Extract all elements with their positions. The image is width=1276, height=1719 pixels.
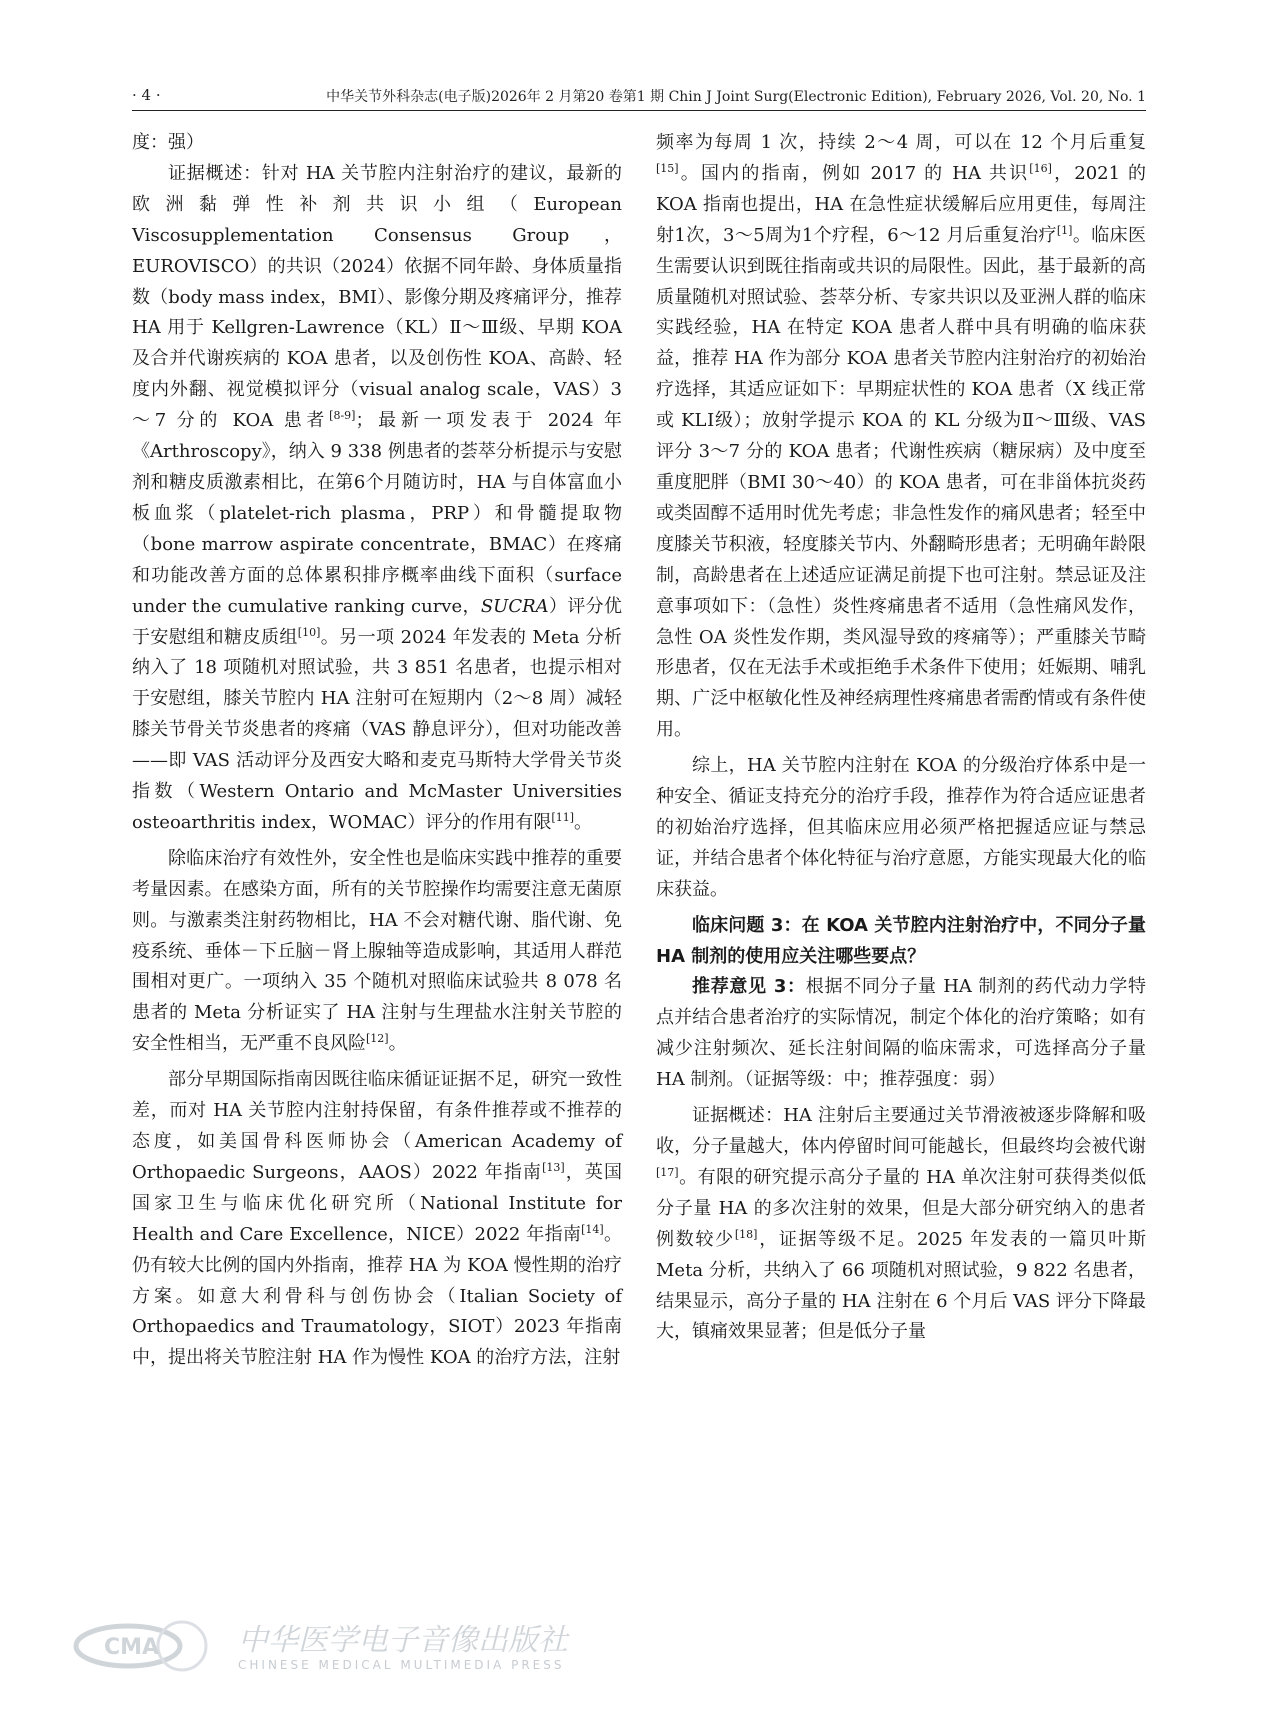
citation-ref: [15] xyxy=(656,161,679,175)
journal-citation: 中华关节外科杂志(电子版)2026年 2 月第20 卷第1 期 Chin J Joint Surg(Electronic Edition), February 2026, Vol. 20, No. 1 xyxy=(326,89,1146,105)
text-run: 。临床医生需要认识到既往指南或共识的局限性。因此，基于最新的高质量随机对照试验、荟萃分析、专家共识以及亚洲人群的临床实践经验，HA 在特定 KOA 患者人群中具有明确的临床获益，推荐 HA 作为部分 KOA 患者关节腔内注射治疗的初始治疗选择，其适应证如下：早期症状性的 KOA 患者（X 线正常或 KLⅠ级）；放射学提示 KOA 的 KL 分级为Ⅱ～Ⅲ级、VAS 评分 3～7 分的 KOA 患者；代谢性疾病（糖尿病）及中度至重度肥胖（BMI 30～40）的 KOA 患者，可在非甾体抗炎药或类固醇不适用时优先考虑；非急性发作的痛风患者；轻至中度膝关节积液，轻度膝关节内、外翻畸形患者；无明确年龄限制，高龄患者在上述适应证满足前提下也可注射。禁忌证及注意事项如下：（急性）炎性疼痛患者不适用（急性痛风发作，急性 OA 炎性发作期，类风湿导致的疼痛等）；严重膝关节畸形患者，仅在无法手术或拒绝手术条件下使用；妊娠期、哺乳期、广泛中枢敏化性及神经病理性疼痛患者需酌情或有条件使用。 xyxy=(656,224,1146,741)
citation-ref: [13] xyxy=(542,1160,565,1174)
press-name-en: CHINESE MEDICAL MULTIMEDIA PRESS xyxy=(238,1658,565,1672)
publisher-watermark xyxy=(70,1606,630,1686)
citation-ref: [11] xyxy=(551,810,574,824)
recommendation-paragraph xyxy=(656,972,1146,1096)
citation-ref: [17] xyxy=(656,1165,679,1179)
evidence-paragraph-2 xyxy=(656,1101,1146,1348)
text-run: 。国内的指南，例如 2017 的 HA 共识 xyxy=(678,162,1030,184)
logo-lettering: CMA xyxy=(104,1635,160,1660)
text-run: 。仍有较大比例的国内外指南，推荐 HA 为 KOA 慢性期的治疗方案。如意大利骨科与创伤协会（Italian Society of Orthopaedics and Traumatology，SIOT）2023 年指南中，提出将关节腔注射 HA 作为慢性 KOA 的治疗方法，注射 xyxy=(132,1223,622,1369)
cma-logo-icon xyxy=(70,1606,630,1686)
running-header xyxy=(132,84,1146,111)
citation-ref: [10] xyxy=(297,625,321,639)
guideline-paragraph xyxy=(132,1065,622,1374)
indication-paragraph xyxy=(656,128,1146,746)
text-run: 根据不同分子量 HA 制剂的药代动力学特点并结合患者治疗的实际情况，制定个体化的治疗策略；如有减少注射频次、延长注射间隔的临床需求，可选择高分子量 HA 制剂。（证据等级：中；推荐强度：弱） xyxy=(656,976,1147,1091)
italic-term: SUCRA xyxy=(480,595,549,617)
text-run: ，英国国家卫生与临床优化研究所（National Institute for Health and Care Excellence，NICE）2022 年指南 xyxy=(132,1161,623,1245)
question-text: 临床问题 3：在 KOA 关节腔内注射治疗中，不同分子量 HA 制剂的使用应关注哪些要点？ xyxy=(656,914,1146,967)
page-number: · 4 · xyxy=(132,86,161,104)
text-run: 。另一项 2024 年发表的 Meta 分析纳入了 18 项随机对照试验，共 3 851 名患者，也提示相对于安慰组，膝关节腔内 HA 注射可在短期内（2～8 周）减轻膝关节骨关节炎患者的疼痛（VAS 静息评分），但对功能改善——即 VAS 活动评分及西安大略和麦克马斯特大学骨关节炎指数（Western Ontario and McMaster Universities osteoarthritis index，WOMAC）评分的作用有限 xyxy=(132,626,622,833)
citation-ref: [12] xyxy=(366,1032,389,1046)
left-column xyxy=(132,128,622,1374)
summary-paragraph: 综上，HA 关节腔内注射在 KOA 的分级治疗体系中是一种安全、循证支持充分的治疗手段，推荐作为符合适应证患者的初始治疗选择，但其临床应用必须严格把握适应证与禁忌证，并结合患者个体化特征与治疗意愿，方能实现最大化的临床获益。 xyxy=(656,755,1146,900)
citation-ref: [18] xyxy=(734,1227,758,1241)
evidence-paragraph xyxy=(132,159,622,839)
text-run: ，2021 的 KOA 指南也提出，HA 在急性症状缓解后应用更佳，每周注射1次，3～5周为1个疗程，6～12 月后重复治疗 xyxy=(656,162,1147,246)
text-run: 证据概述：HA 注射后主要通过关节滑液被逐步降解和吸收，分子量越大，体内停留时间可能越长，但最终均会被代谢 xyxy=(656,1105,1146,1157)
text-run: ）评分优于安慰组和糖皮质组 xyxy=(132,595,622,648)
press-name-cn: 中华医学电子音像出版社 xyxy=(238,1623,568,1658)
safety-paragraph xyxy=(132,844,622,1060)
text-run: 除临床治疗有效性外，安全性也是临床实践中推荐的重要考量因素。在感染方面，所有的关节腔操作均需要注意无菌原则。与激素类注射药物相比，HA 不会对糖代谢、脂代谢、免疫系统、垂体－下丘脑－肾上腺轴等造成影响，其适用人群范围相对更广。一项纳入 35 个随机对照临床试验共 8 078 名患者的 Meta 分析证实了 HA 注射与生理盐水注射关节腔的安全性相当，无严重不良风险 xyxy=(132,847,622,1055)
text-run: ，证据等级不足。2025 年发表的一篇贝叶斯 Meta 分析，共纳入了 66 项随机对照试验，9 822 名患者，结果显示，高分子量的 HA 注射在 6 个月后 VAS 评分下降最大，镇痛效果显著；但是低分子量 xyxy=(656,1228,1147,1343)
text-run: 。有限的研究提示高分子量的 HA 单次注射可获得类似低分子量 HA 的多次注射的效果，但是大部分研究纳入的患者例数较少 xyxy=(656,1166,1146,1250)
right-column xyxy=(656,128,1146,1348)
text-run: 。 xyxy=(388,1033,407,1055)
citation-ref: [8-9] xyxy=(329,409,356,423)
text-run: 部分早期国际指南因既往临床循证证据不足，研究一致性差，而对 HA 关节腔内注射持保留，有条件推荐或不推荐的态度，如美国骨科医师协会（American Academy of Orthopaedic Surgeons，AAOS）2022 年指南 xyxy=(132,1069,622,1183)
text-run: 证据概述：针对 HA 关节腔内注射治疗的建议，最新的欧洲黏弹性补剂共识小组（European Viscosupplementation Consensus Group，EUROVISCO）的共识（2024）依据不同年龄、身体质量指数（body mass index，BMI）、影像分期及疼痛评分，推荐 HA 用于 Kellgren-Lawrence（KL）Ⅱ～Ⅲ级、早期 KOA 及合并代谢疾病的 KOA 患者，以及创伤性 KOA、高龄、轻度内外翻、视觉模拟评分（visual analog scale，VAS）3～7 分的 KOA 患者 xyxy=(132,162,622,432)
text-run: 频率为每周 1 次，持续 2～4 周，可以在 12 个月后重复 xyxy=(656,132,1146,153)
recommendation-label: 推荐意见 3： xyxy=(692,976,806,998)
citation-ref: [14] xyxy=(581,1222,604,1236)
text-run: 。 xyxy=(574,811,592,833)
citation-ref: [1] xyxy=(1056,223,1073,237)
citation-ref: [16] xyxy=(1029,161,1052,175)
paragraph-continuation: 度：强） xyxy=(132,132,204,153)
text-run: ；最新一项发表于 2024 年《Arthroscopy》，纳入 9 338 例患者的荟萃分析提示与安慰剂和糖皮质激素相比，在第6个月随访时，HA 与自体富血小板血浆（platelet-rich plasma，PRP）和骨髓提取物（bone marrow aspirate concentrate，BMAC）在疼痛和功能改善方面的总体累积排序概率曲线下面积（surface under the cumulative ranking curve， xyxy=(132,410,622,617)
clinical-question-heading xyxy=(656,911,1146,973)
